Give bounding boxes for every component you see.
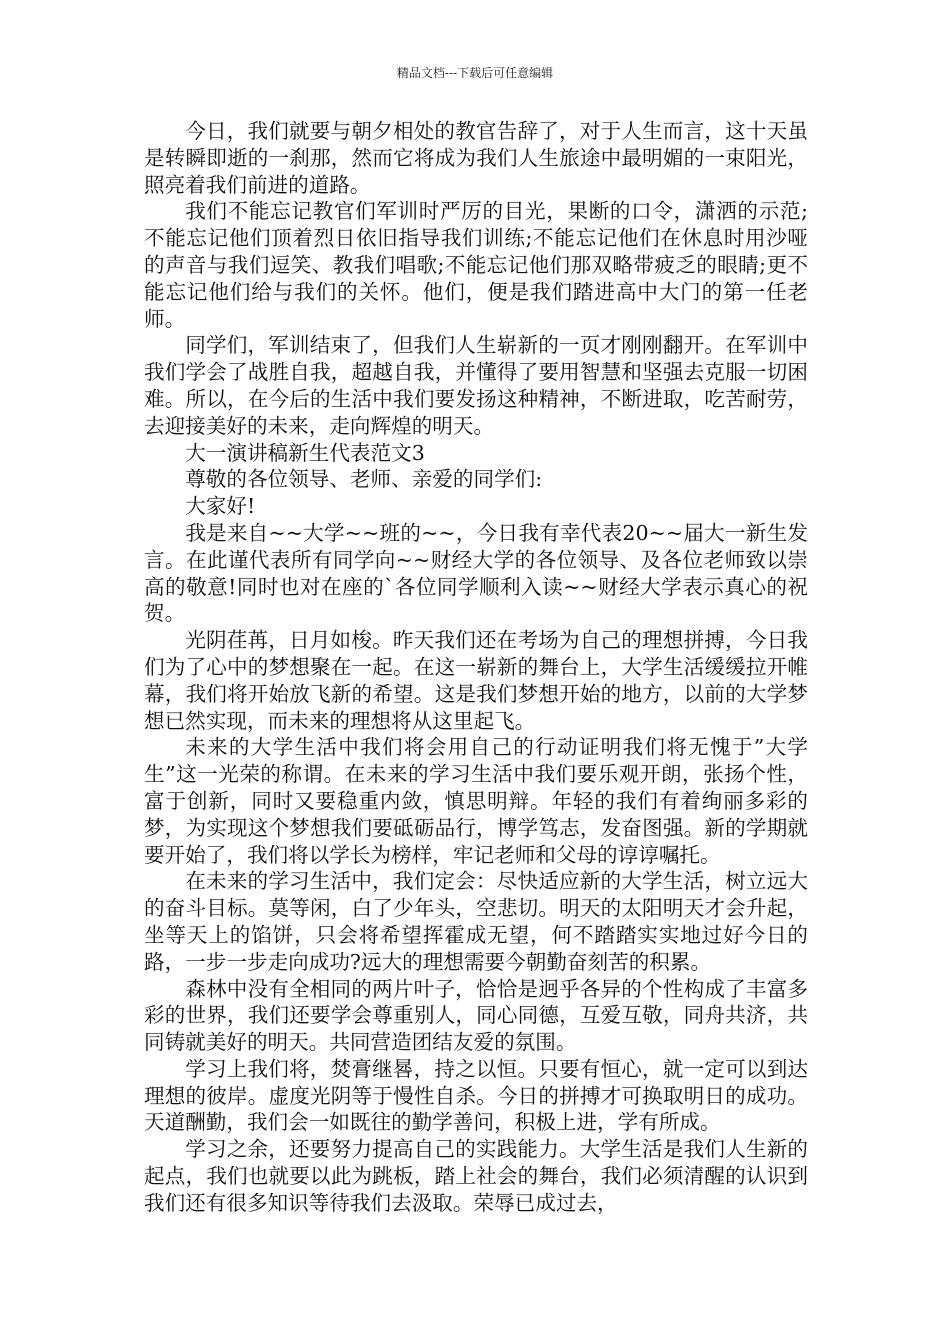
paragraph: 学习上我们将，焚膏继晷，持之以恒。只要有恒心，就一定可以到达理想的彼岸。虚度光阴等于慢性自杀。今日的拼搏才可换取明日的成功。天道酬勤，我们会一如既往的勤学善问，积极上进，学有所成。 [144, 1056, 808, 1135]
greeting: 大家好! [185, 494, 256, 519]
paragraph: 我是来自~~大学~~班的~~，今日我有幸代表20~~届大一新生发言。在此谨代表所有同学向~~财经大学的各位领导、及各位老师致以崇高的敬意!同时也对在座的`各位同学顺利入读~~财经大学表示真心的祝贺。 [144, 520, 808, 626]
section-title: 大一演讲稿新生代表范文3 [185, 440, 425, 465]
document-body [144, 118, 808, 1217]
paragraph: 同学们，军训结束了，但我们人生崭新的一页才刚刚翻开。在军训中我们学会了战胜自我，超越自我，并懂得了要用智慧和坚强去克服一切困难。所以，在今后的生活中我们要发扬这种精神，不断进取，吃苦耐劳，去迎接美好的未来，走向辉煌的明天。 [144, 333, 808, 438]
paragraph: 在未来的学习生活中，我们定会：尽快适应新的大学生活，树立远大的奋斗目标。莫等闲，白了少年头，空悲切。明天的太阳明天才会升起，坐等天上的馅饼，只会将希望挥霍成无望，何不踏踏实实地过好今日的路，一步一步走向成功?远大的理想需要今朝勤奋刻苦的积累。 [144, 869, 808, 974]
paragraph: 森林中没有全相同的两片叶子，恰恰是迥乎各异的个性构成了丰富多彩的世界，我们还要学会尊重别人，同心同德，互爱互敬，同舟共济，共同铸就美好的明天。共同营造团结友爱的氛围。 [144, 976, 808, 1055]
page-header: 精品文档---下载后可任意编辑 [396, 66, 554, 80]
salutation: 尊敬的各位领导、老师、亲爱的同学们: [185, 467, 543, 492]
paragraph: 我们不能忘记教官们军训时严厉的目光，果断的口令，潇洒的示范;不能忘记他们顶着烈日依旧指导我们训练;不能忘记他们在休息时用沙哑的声音与我们逗笑、教我们唱歌;不能忘记他们那双略带疲乏的眼睛;更不能忘记他们给与我们的关怀。他们，便是我们踏进高中大门的第一任老师。 [144, 199, 808, 331]
paragraph: 学习之余，还要努力提高自己的实践能力。大学生活是我们人生新的起点，我们也就要以此为跳板，踏上社会的舞台，我们必须清醒的认识到我们还有很多知识等待我们去汲取。荣辱已成过去， [144, 1137, 808, 1215]
paragraph: 未来的大学生活中我们将会用自己的行动证明我们将无愧于”大学生”这一光荣的称谓。在未来的学习生活中我们要乐观开朗，张扬个性，富于创新，同时又要稳重内敛，慎思明辩。年轻的我们有着绚丽多彩的梦，为实现这个梦想我们要砥砺品行，博学笃志，发奋图强。新的学期就要开始了，我们将以学长为榜样，牢记老师和父母的谆谆嘱托。 [144, 735, 808, 867]
paragraph: 今日，我们就要与朝夕相处的教官告辞了，对于人生而言，这十天虽是转瞬即逝的一刹那，然而它将成为我们人生旅途中最明媚的一束阳光，照亮着我们前进的道路。 [144, 119, 808, 197]
paragraph: 光阴荏苒，日月如梭。昨天我们还在考场为自己的理想拼搏，今日我们为了心中的梦想聚在一起。在这一崭新的舞台上，大学生活缓缓拉开帷幕，我们将开始放飞新的希望。这是我们梦想开始的地方，以前的大学梦想已然实现，而未来的理想将从这里起飞。 [144, 628, 808, 733]
